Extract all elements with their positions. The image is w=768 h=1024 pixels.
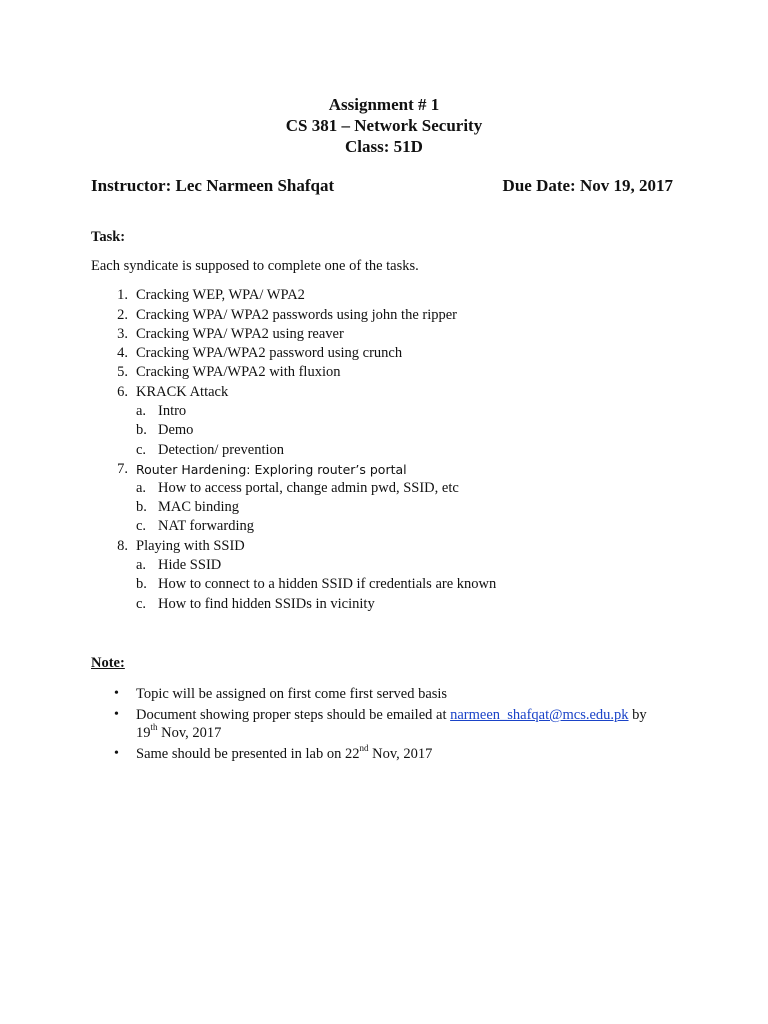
task-subitem-text: Demo — [158, 422, 194, 438]
task-item-number: 1. — [117, 287, 128, 303]
note-text: by — [628, 707, 647, 723]
task-subitem-text: How to find hidden SSIDs in vicinity — [158, 596, 375, 612]
task-item-number: 3. — [117, 326, 128, 342]
note-bullet-text — [136, 745, 676, 763]
task-subitem-letter: c. — [136, 442, 147, 458]
task-item-number: 7. — [117, 461, 128, 477]
note-text: Nov, 2017 — [368, 746, 433, 762]
task-item-text: Playing with SSID — [136, 538, 245, 554]
course-title: CS 381 – Network Security — [285, 116, 483, 135]
task-subitem-letter: a. — [136, 480, 147, 496]
bullet-glyph: • — [114, 746, 119, 761]
note-heading: Note: — [91, 655, 125, 671]
task-item-text: Cracking WPA/WPA2 password using crunch — [136, 345, 403, 361]
ordinal-suffix: nd — [359, 743, 369, 754]
class-title: Class: 51D — [345, 137, 423, 156]
note-bullet-text — [136, 724, 676, 742]
task-subitem-letter: b. — [136, 576, 147, 592]
task-item-number: 5. — [117, 364, 128, 380]
task-item-text: Cracking WPA/WPA2 with fluxion — [136, 364, 341, 380]
ordinal-suffix: th — [150, 722, 158, 733]
assignment-title: Assignment # 1 — [328, 95, 440, 114]
task-subitem-text: Intro — [158, 403, 187, 419]
task-subitem-letter: c. — [136, 518, 147, 534]
task-subitem-letter: a. — [136, 403, 147, 419]
task-subitem-letter: c. — [136, 596, 147, 612]
task-item-number: 2. — [117, 307, 128, 323]
note-bullet-text: Topic will be assigned on first come first served basis — [136, 686, 448, 702]
bullet-glyph: • — [114, 707, 119, 722]
task-subitem-letter: a. — [136, 557, 147, 573]
task-item-text: Cracking WPA/ WPA2 passwords using john the ripper — [136, 307, 458, 323]
task-subitem-text: Hide SSID — [158, 557, 222, 573]
email-link[interactable]: narmeen_shafqat@mcs.edu.pk — [450, 707, 629, 723]
task-subitem-text: How to access portal, change admin pwd, SSID, etc — [158, 480, 459, 496]
task-subitem-text: MAC binding — [158, 499, 239, 515]
task-subitem-text: How to connect to a hidden SSID if credentials are known — [158, 576, 497, 592]
bullet-glyph: • — [114, 686, 119, 701]
note-bullet-text — [136, 706, 676, 724]
instructor-name: Instructor: Lec Narmeen Shafqat — [91, 176, 335, 195]
task-heading: Task: — [91, 229, 126, 245]
due-date: Due Date: Nov 19, 2017 — [502, 176, 673, 195]
task-subitem-text: Detection/ prevention — [158, 442, 285, 458]
task-subitem-text: NAT forwarding — [158, 518, 254, 534]
task-item-text: Cracking WPA/ WPA2 using reaver — [136, 326, 344, 342]
task-item-text: Router Hardening: Exploring router’s portal — [136, 462, 407, 477]
task-intro: Each syndicate is supposed to complete one of the tasks. — [91, 258, 419, 274]
note-text: Document showing proper steps should be emailed at — [136, 707, 451, 723]
note-text: Same should be presented in lab on 22 — [136, 746, 360, 762]
task-item-text: KRACK Attack — [136, 384, 229, 400]
task-item-number: 8. — [117, 538, 128, 554]
task-item-number: 6. — [117, 384, 128, 400]
task-subitem-letter: b. — [136, 422, 147, 438]
note-text: Nov, 2017 — [157, 725, 222, 741]
task-subitem-letter: b. — [136, 499, 147, 515]
task-item-number: 4. — [117, 345, 128, 361]
task-item-text: Cracking WEP, WPA/ WPA2 — [136, 287, 305, 303]
note-day: 19 — [136, 725, 151, 741]
